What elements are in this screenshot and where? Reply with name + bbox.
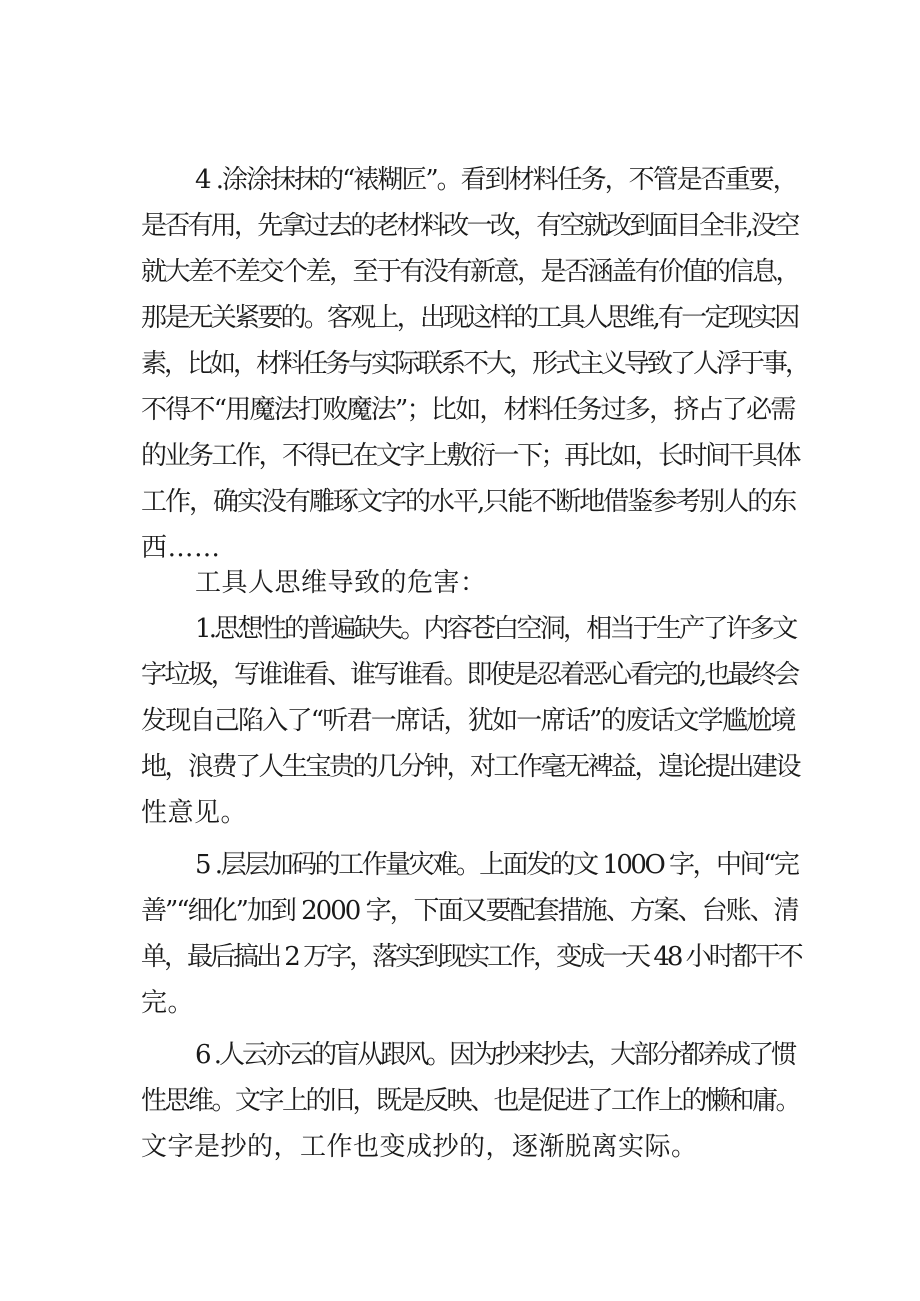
harm-1-line-2: 字垃圾，写谁谁看、谁写谁看。即使是忍着恶心看完的,也最终会 — [141, 660, 798, 690]
paragraph-4-line-3: 就大差不差交个差，至于有没有新意，是否涵盖有价值的信息， — [141, 257, 800, 287]
paragraph-5-line-3: 单，最后搞出 2 万字，落实到现实工作，变成一天 48 小时都干不 — [141, 942, 801, 972]
harm-1-line-4: 地，浪费了人生宝贵的几分钟，对工作毫无裨益，遑论提出建设 — [141, 752, 800, 782]
paragraph-4-line-7: 的业务工作，不得已在文字上敷衍一下；再比如，长时间干具体 — [141, 441, 800, 471]
paragraph-4-line-5: 素，比如，材料任务与实际联系不大，形式主义导致了人浮于事， — [141, 349, 809, 379]
paragraph-4-line-6: 不得不“用魔法打败魔法”；比如，材料任务过多，挤占了必需 — [141, 395, 795, 425]
harm-1-line-3: 发现自己陷入了“听君一席话，犹如一席话”的废话文学尴尬境 — [141, 706, 795, 736]
harm-1-line-1: 1.思想性的普遍缺失。内容苍白空洞，相当于生产了许多文 — [195, 614, 796, 644]
paragraph-4-line-9: 西…… — [141, 533, 221, 563]
paragraph-4-line-8: 工作，确实没有雕琢文字的水平,只能不断地借鉴参考别人的东 — [141, 487, 796, 517]
paragraph-6-line-2: 性思维。文字上的旧，既是反映、也是促进了工作上的懒和庸。 — [141, 1086, 800, 1116]
paragraph-5-line-2: 善”“细化”加到 2000 字，下面又要配套措施、方案、台账、清 — [141, 896, 798, 926]
paragraph-4-line-1: 4 .涂涂抹抹的“裱糊匠”。看到材料任务，不管是否重要， — [195, 165, 797, 195]
harm-heading: 工具人思维导致的危害： — [195, 568, 487, 598]
paragraph-5-line-4: 完。 — [141, 988, 195, 1018]
paragraph-4-line-4: 那是无关紧要的。客观上，出现这样的工具人思维,有一定现实因 — [141, 303, 798, 333]
paragraph-4-line-2: 是否有用，先拿过去的老材料改一改，有空就改到面目全非,没空 — [141, 211, 798, 241]
paragraph-6-line-1: 6 .人云亦云的盲从跟风。因为抄来抄去，大部分都养成了惯 — [195, 1040, 795, 1070]
harm-1-line-5: 性意见。 — [141, 798, 248, 828]
paragraph-5-line-1: 5 .层层加码的工作量灾难。上面发的文 100O 字，中间“完 — [195, 850, 798, 880]
paragraph-6-line-3: 文字是抄的，工作也变成抄的，逐渐脱离实际。 — [141, 1132, 698, 1162]
